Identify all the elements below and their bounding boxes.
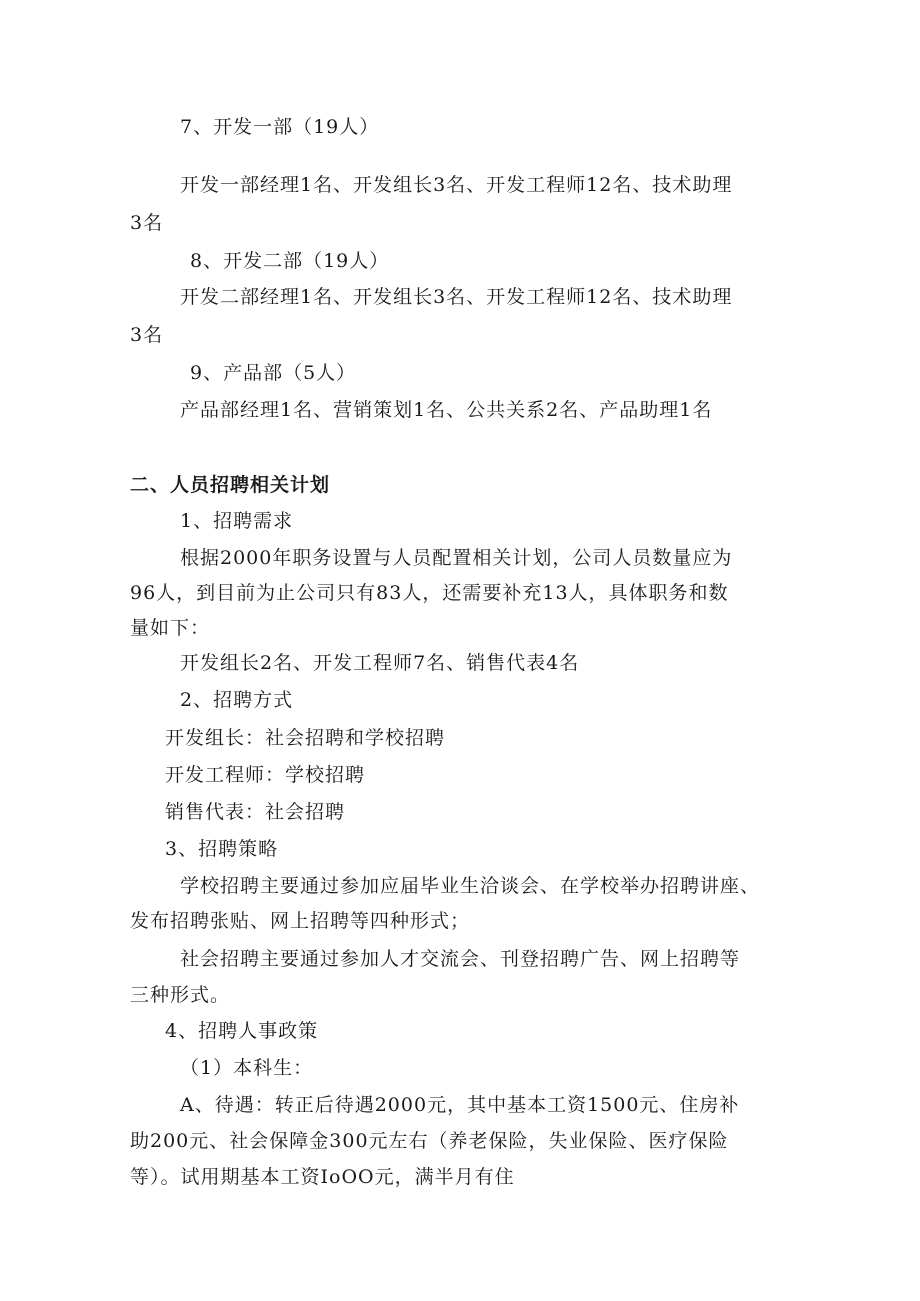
strategy-p2: 发布招聘张贴、网上招聘等四种形式； (130, 910, 471, 932)
section-title: 二、人员招聘相关计划 (130, 474, 331, 496)
dept7-heading: 7、开发一部（19人） (180, 116, 380, 138)
method-item2: 开发工程师：学校招聘 (165, 764, 366, 786)
dept8-line2: 3名 (130, 324, 164, 346)
dept7-line1: 开发一部经理1名、开发组长3名、开发工程师12名、技术助理 (180, 174, 733, 196)
policy-p2: 助200元、社会保障金300元左右（养老保险，失业保险、医疗保险 (130, 1130, 729, 1152)
demand-heading: 1、招聘需求 (180, 510, 294, 532)
demand-p2: 96人，到目前为止公司只有83人，还需要补充13人，具体职务和数 (130, 582, 729, 604)
strategy-p4: 三种形式。 (130, 984, 231, 1006)
demand-p1: 根据2000年职务设置与人员配置相关计划，公司人员数量应为 (180, 547, 733, 569)
policy-p1: A、待遇：转正后待遇2000元，其中基本工资1500元、住房补 (180, 1094, 740, 1116)
dept8-heading: 8、开发二部（19人） (190, 250, 390, 272)
dept9-line1: 产品部经理1名、营销策划1名、公共关系2名、产品助理1名 (180, 399, 713, 421)
policy-sub1: （1）本科生： (180, 1057, 314, 1079)
policy-p3: 等）。试用期基本工资IoOO元，满半月有住 (130, 1166, 515, 1188)
strategy-p3: 社会招聘主要通过参加人才交流会、刊登招聘广告、网上招聘等 (180, 948, 741, 970)
policy-heading: 4、招聘人事政策 (165, 1020, 319, 1042)
demand-p4: 开发组长2名、开发工程师7名、销售代表4名 (180, 652, 580, 674)
dept9-heading: 9、产品部（5人） (190, 362, 357, 384)
method-heading: 2、招聘方式 (180, 689, 294, 711)
method-item3: 销售代表：社会招聘 (165, 801, 346, 823)
method-item1: 开发组长：社会招聘和学校招聘 (165, 727, 446, 749)
dept8-line1: 开发二部经理1名、开发组长3名、开发工程师12名、技术助理 (180, 286, 733, 308)
strategy-p1: 学校招聘主要通过参加应届毕业生洽谈会、在学校举办招聘讲座、 (180, 875, 761, 897)
demand-p3: 量如下： (130, 617, 211, 639)
strategy-heading: 3、招聘策略 (165, 838, 279, 860)
dept7-line2: 3名 (130, 212, 164, 234)
